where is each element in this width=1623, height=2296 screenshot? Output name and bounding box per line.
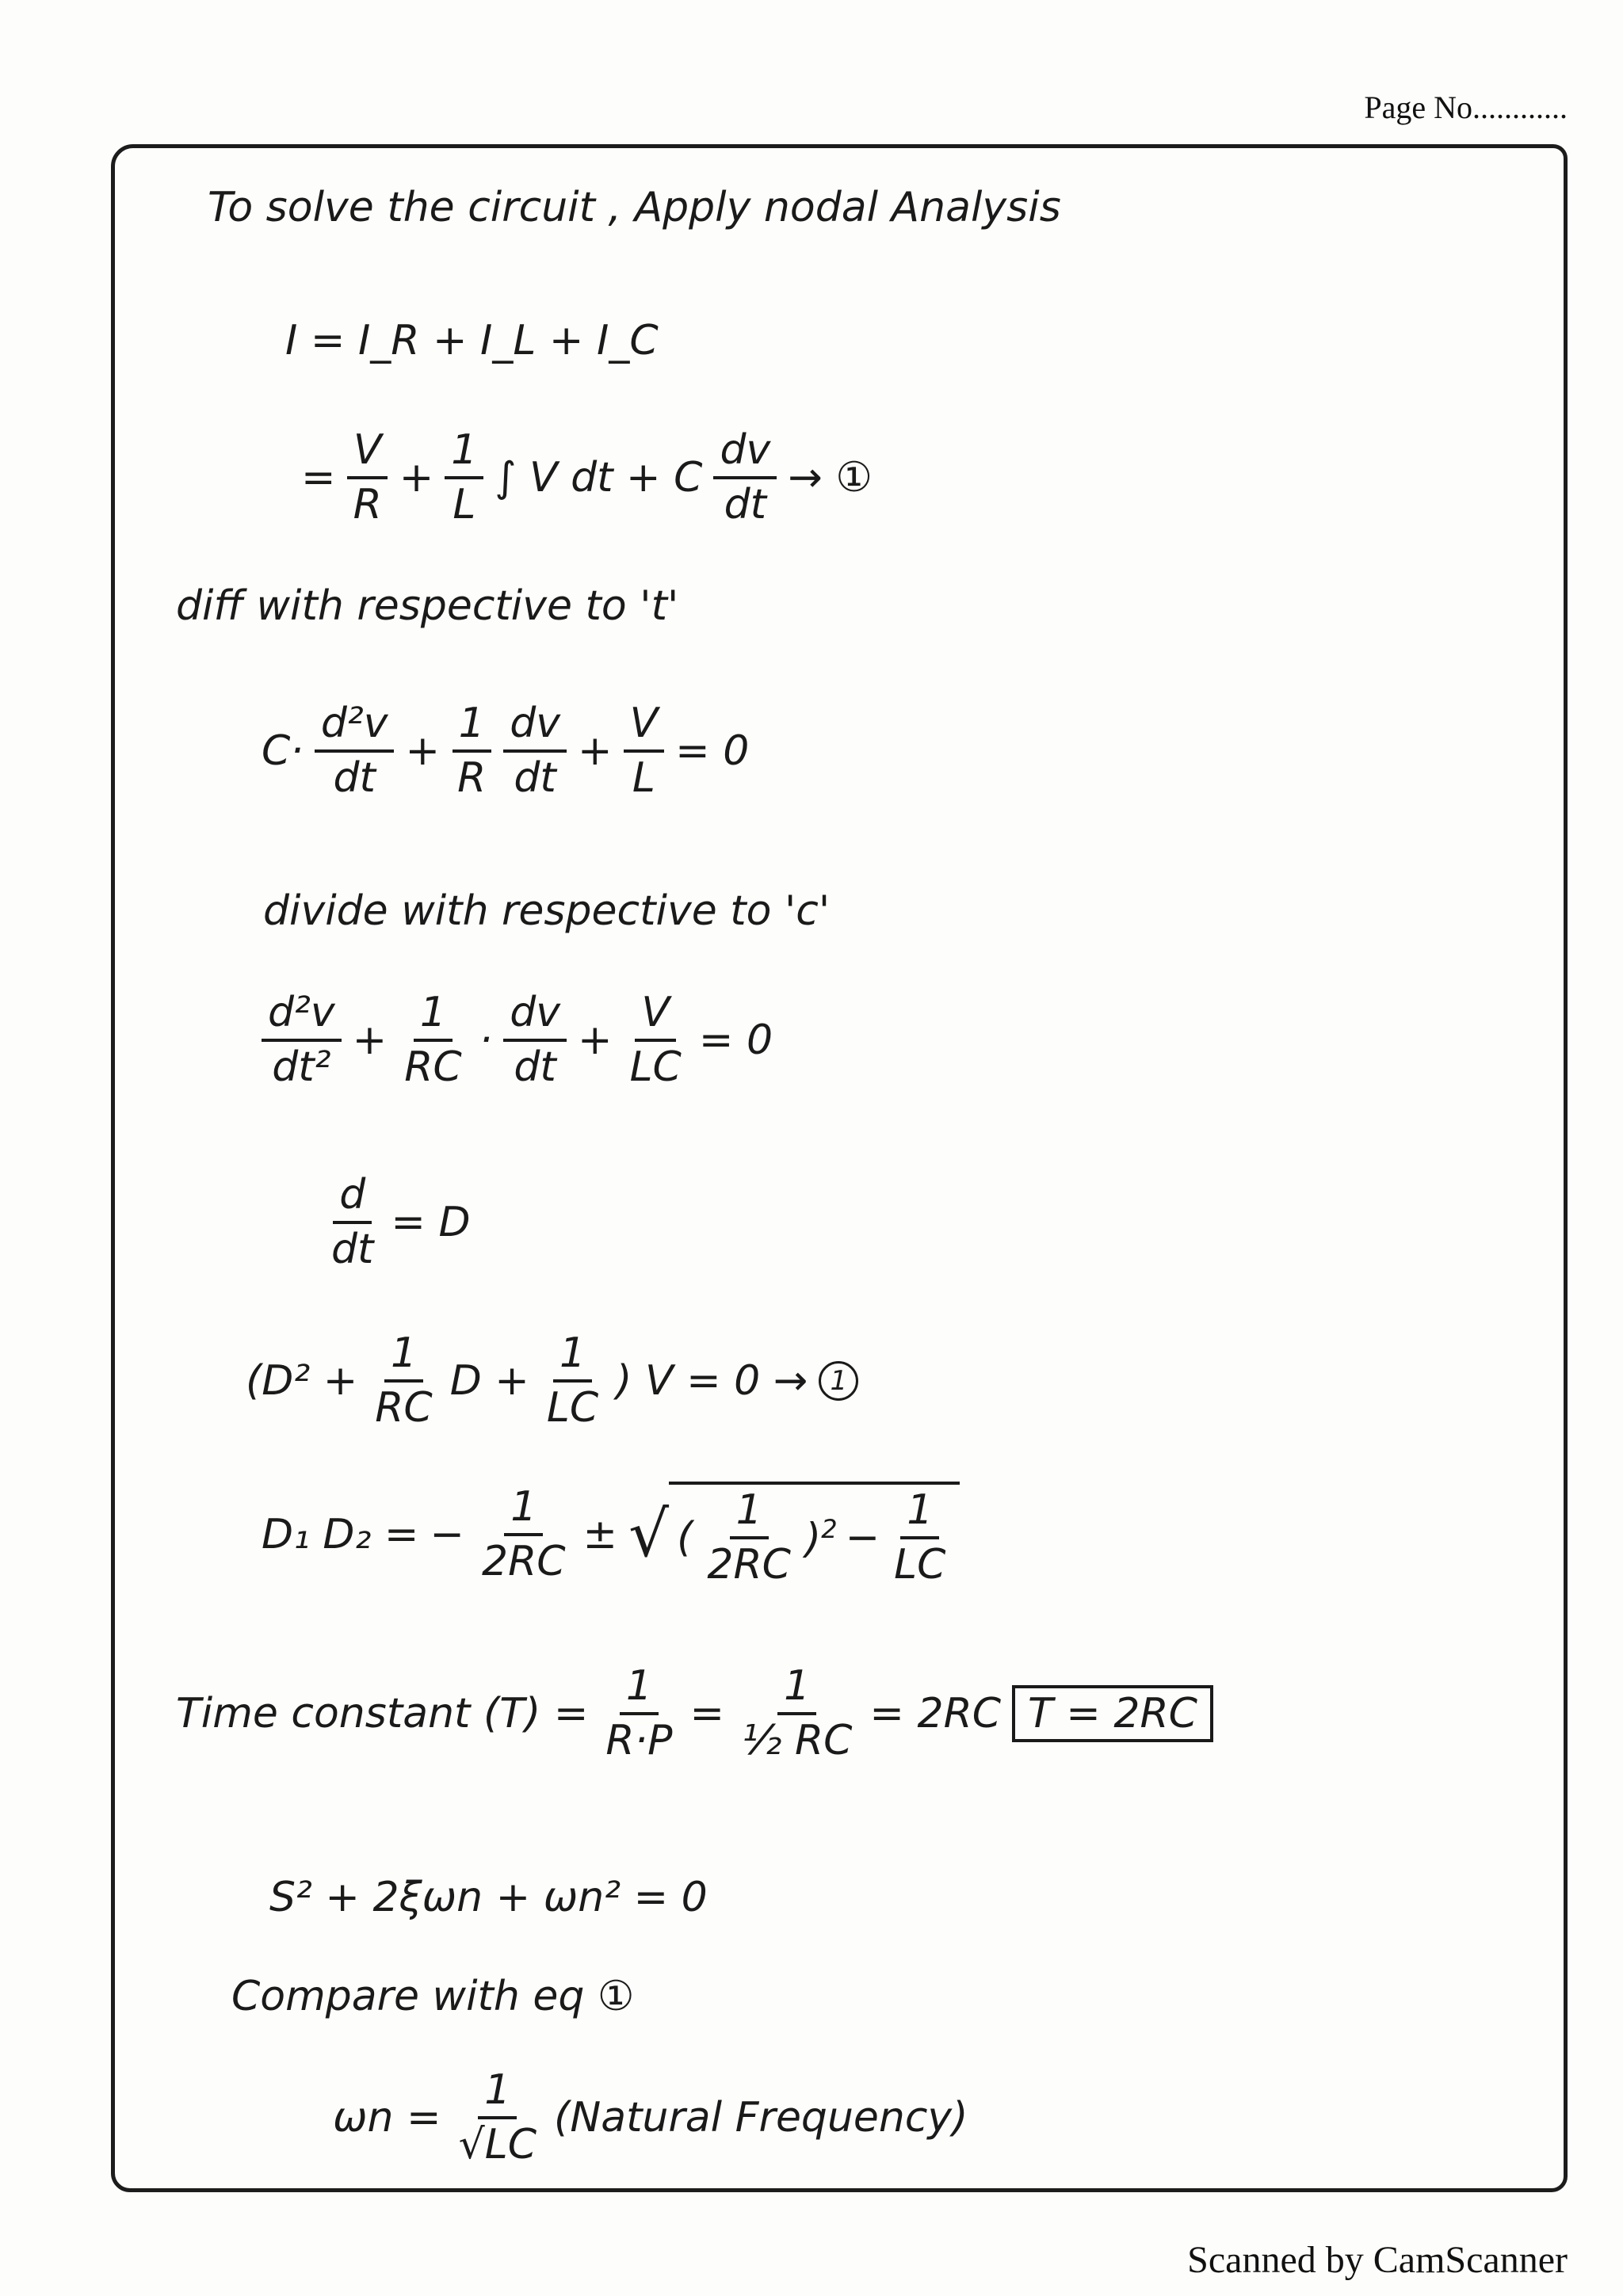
- roots-one-over-2rc: [475, 1485, 572, 1585]
- char-lc: LC: [546, 1384, 599, 1432]
- char-one: 1: [384, 1331, 423, 1383]
- roots-equation: [262, 1482, 960, 1588]
- tc-result: = 2RC: [869, 1690, 1002, 1738]
- wn-lc: LC: [484, 2121, 537, 2169]
- op-d-dt: [325, 1173, 380, 1272]
- tc-one2: 1: [777, 1664, 816, 1715]
- tc-one: 1: [620, 1664, 659, 1715]
- roots-one3: 1: [900, 1488, 939, 1539]
- roots-sqrt: [628, 1482, 960, 1588]
- roots-square: 2: [821, 1513, 838, 1544]
- de1-one-over-r: [451, 701, 492, 801]
- eq1-v-over-r: [347, 428, 388, 528]
- de2-dv-dt: [503, 990, 567, 1090]
- tc-label: Time constant (T) =: [176, 1690, 589, 1738]
- de1-equals-zero: = 0: [675, 727, 750, 776]
- char-one2: 1: [553, 1331, 592, 1383]
- de1-v-over-l: [624, 701, 665, 801]
- compare-note: Compare with eq ①: [231, 1973, 635, 2020]
- eq1-v: V: [347, 428, 388, 479]
- de2-d2v: d²v: [262, 990, 342, 1042]
- op-dt: dt: [331, 1226, 374, 1274]
- differentiate-note: diff with respective to 't': [176, 582, 679, 630]
- de2-dot: ·: [479, 1016, 493, 1065]
- roots-inner-2rc: 2RC: [707, 1541, 791, 1589]
- de1-dv-dt: [503, 701, 567, 801]
- de2-plus-1: +: [352, 1016, 388, 1065]
- de1-dt: dt: [333, 754, 376, 803]
- op-equals-d: = D: [391, 1199, 471, 1247]
- operator-definition: [325, 1173, 471, 1272]
- eq1-dv: dv: [713, 428, 777, 479]
- roots-plus-minus: ±: [582, 1511, 618, 1559]
- de1-plus-2: +: [577, 727, 613, 776]
- de2-lc: LC: [629, 1043, 682, 1092]
- de1-c: C·: [262, 727, 304, 776]
- roots-2rc: 2RC: [481, 1538, 566, 1586]
- de2-v-over-lc: [624, 990, 688, 1090]
- eq1-equals: =: [301, 454, 336, 502]
- de1-one: 1: [453, 701, 491, 753]
- time-constant-equation: [176, 1664, 1213, 1764]
- char-rc: RC: [375, 1384, 433, 1432]
- equation-1: [301, 428, 873, 528]
- eq1-dv-dt: [713, 428, 777, 528]
- de2-equals-zero: = 0: [698, 1016, 773, 1065]
- de2-v: V: [635, 990, 676, 1042]
- char-mid: D +: [449, 1357, 529, 1405]
- de1-dt2: dt: [514, 754, 556, 803]
- de1-d2v: d²v: [315, 701, 395, 753]
- standard-form-equation: S² + 2ξωn + ωn² = 0: [269, 1874, 708, 1921]
- wn-frac: [453, 2068, 543, 2168]
- de1-r: R: [457, 754, 487, 803]
- eq1-reference: → ①: [788, 454, 873, 502]
- char-start: (D² +: [246, 1357, 358, 1405]
- roots-lc: LC: [894, 1541, 946, 1589]
- roots-one-over-lc: [888, 1488, 952, 1588]
- de2-plus-2: +: [577, 1016, 613, 1065]
- char-one-over-lc: [540, 1331, 605, 1431]
- char-end: ) V = 0 →: [616, 1357, 808, 1405]
- roots-sqrt-body: [669, 1482, 960, 1588]
- roots-one: 1: [504, 1485, 543, 1536]
- eq1-r: R: [353, 481, 382, 529]
- de1-d2v-dt: [315, 701, 395, 801]
- op-d: d: [333, 1173, 372, 1224]
- roots-lhs: D₁ D₂ =: [262, 1511, 419, 1559]
- tc-one-over-half-rc: [735, 1664, 858, 1764]
- tc-boxed-result: T = 2RC: [1012, 1685, 1213, 1742]
- roots-minus: −: [430, 1511, 464, 1559]
- roots-minus-2: −: [845, 1514, 880, 1562]
- char-one-over-rc: [369, 1331, 438, 1431]
- roots-inner-one: 1: [730, 1488, 769, 1539]
- de2-rc: RC: [404, 1043, 462, 1092]
- wn-lhs: ωn =: [333, 2094, 441, 2142]
- tc-one-over-rp: [599, 1664, 678, 1764]
- characteristic-equation: [246, 1331, 858, 1431]
- de2-one: 1: [414, 990, 453, 1042]
- roots-close-paren: )$^2$: [804, 1513, 838, 1562]
- current-sum-equation: I = I_R + I_L + I_C: [285, 317, 659, 364]
- de1-v: V: [624, 701, 665, 753]
- roots-inner-frac: [701, 1488, 797, 1588]
- eq1-integral: ∫ V dt + C: [495, 454, 703, 502]
- page-number: Page No............: [1364, 90, 1568, 125]
- wn-note: (Natural Frequency): [554, 2094, 968, 2142]
- de2-dv: dv: [503, 990, 567, 1042]
- tc-rp: R·P: [605, 1717, 673, 1765]
- scanner-footer: Scanned by CamScanner: [1187, 2239, 1568, 2281]
- de1-plus-1: +: [405, 727, 441, 776]
- eq1-l: L: [453, 481, 476, 529]
- differential-equation-2: [262, 990, 773, 1090]
- eq1-one-over-l: [445, 428, 483, 528]
- de2-d2v-dt2: [262, 990, 342, 1090]
- de2-dt: dt: [514, 1043, 556, 1092]
- differential-equation-1: [262, 701, 749, 801]
- eq1-plus: +: [399, 454, 434, 502]
- divide-note: divide with respective to 'c': [263, 887, 831, 935]
- wn-sqrt-lc: [453, 2119, 543, 2168]
- tc-equals: =: [689, 1690, 725, 1738]
- natural-frequency-equation: [333, 2068, 968, 2168]
- intro-text: To solve the circuit , Apply nodal Analysis: [208, 184, 1061, 231]
- eq1-one: 1: [445, 428, 483, 479]
- char-reference-circle: 1: [819, 1361, 858, 1401]
- de2-dt2: dt²: [272, 1043, 331, 1092]
- sqrt-icon: √: [628, 1497, 670, 1572]
- tc-half-rc: ½ RC: [742, 1717, 853, 1765]
- eq1-dt: dt: [724, 481, 767, 529]
- de1-l: L: [632, 754, 655, 803]
- wn-one: 1: [478, 2068, 517, 2119]
- de1-dv: dv: [503, 701, 567, 753]
- roots-open-paren: (: [677, 1514, 693, 1562]
- sqrt-icon: √: [458, 2121, 485, 2169]
- de2-one-over-rc: [398, 990, 468, 1090]
